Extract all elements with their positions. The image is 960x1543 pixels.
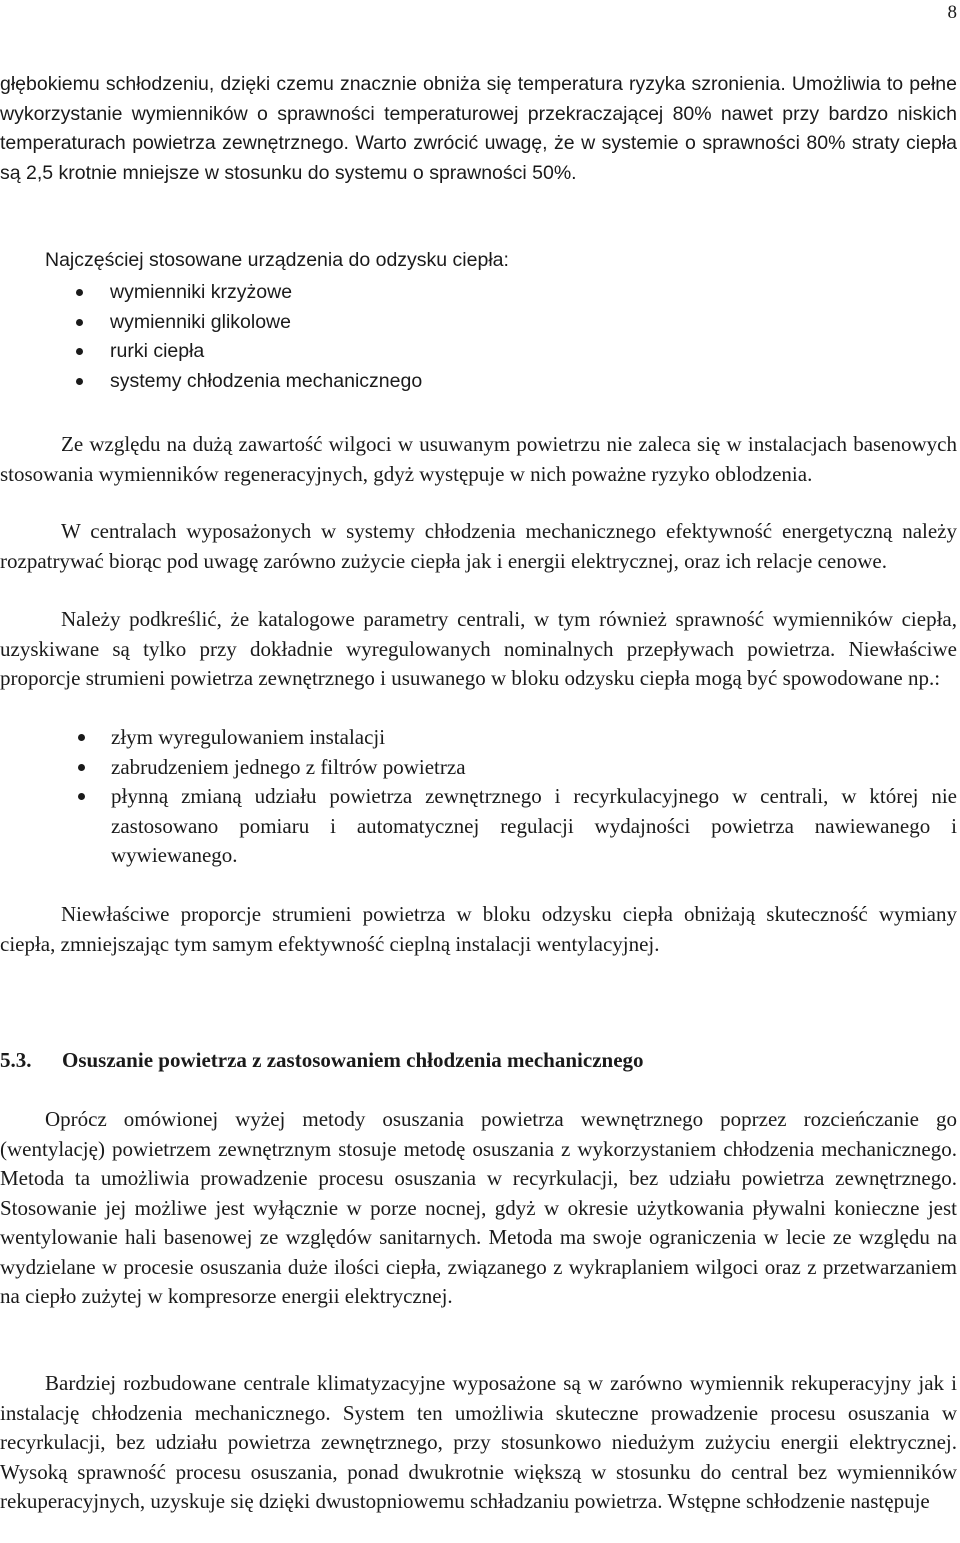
section-heading — [0, 1046, 644, 1076]
paragraph-moisture: Ze względu na dużą zawartość wilgoci w usuwanym powietrzu nie zaleca się w instalacjach basenowych stosowania wymienników regeneracyjnych, gdyż występuje w nich poważne ryzyko oblodzenia. — [0, 432, 957, 486]
paragraph-drying-2: Bardziej rozbudowane centrale klimatyzacyjne wyposażone są w zarówno wymiennik rekuperacyjny jak i instalację chłodzenia mechanicznego. System ten umożliwia skuteczne prowadzenie procesu osuszania w recyrkulacji, bez udziału powietrza zewnętrznego, przy stosunkowo niedużym zużyciu energii elektrycznej. Wysoką sprawność procesu osuszania, ponad dwukrotnie większą w stosunku do central bez wymienników rekuperacyjnych, uzyskuje się dzięki dwustopniowemu schładzaniu powietrza. Wstępne schłodzenie następuje — [0, 1371, 957, 1513]
paragraph-effect: Niewłaściwe proporcje strumieni powietrza w bloku odzysku ciepła obniżają skuteczność wymiany ciepła, zmniejszając tym samym efektywność cieplną instalacji wentylacyjnej. — [0, 902, 957, 956]
causes-list — [0, 723, 957, 871]
list-item: rurki ciepła — [0, 337, 957, 367]
bullet-icon — [76, 378, 83, 385]
page-number: 8 — [947, 2, 957, 23]
devices-list — [0, 278, 957, 396]
section-title: Osuszanie powietrza z zastosowaniem chłodzenia mechanicznego — [62, 1048, 644, 1072]
paragraph-central-units: W centralach wyposażonych w systemy chłodzenia mechanicznego efektywność energetyczną należy rozpatrywać biorąc pod uwagę zarówno zużycie ciepła jak i energii elektrycznej, oraz ich relacje cenowe. — [0, 519, 957, 573]
bullet-icon — [78, 793, 85, 800]
list-item: wymienniki glikolowe — [0, 308, 957, 338]
paragraph-catalog: Należy podkreślić, że katalogowe parametry centrali, w tym również sprawność wymienników ciepła, uzyskiwane są tylko przy dokładnie wyregulowanych nominalnych przepływach powietrza. Niewłaściwe proporcje strumieni powietrza zewnętrznego i usuwanego w bloku odzysku ciepła mogą być spowodowane np.: — [0, 607, 957, 690]
bullet-icon — [78, 764, 85, 771]
bullet-icon — [76, 348, 83, 355]
bullet-icon — [78, 734, 85, 741]
list-item: zabrudzeniem jednego z filtrów powietrza — [0, 753, 957, 783]
list-item: złym wyregulowaniem instalacji — [0, 723, 957, 753]
section-number: 5.3. — [0, 1048, 32, 1072]
list-item: systemy chłodzenia mechanicznego — [0, 367, 957, 397]
list-item: płynną zmianą udziału powietrza zewnętrznego i recyrkulacyjnego w centrali, w której nie zastosowano pomiaru i automatycznej regulacji wydajności powietrza nawiewanego i wywiewanego. — [0, 782, 957, 871]
bullet-icon — [76, 319, 83, 326]
bullet-icon — [76, 289, 83, 296]
list-item: wymienniki krzyżowe — [0, 278, 957, 308]
intro-paragraph: głębokiemu schłodzeniu, dzięki czemu znacznie obniża się temperatura ryzyka szronienia. Umożliwia to pełne wykorzystanie wymienników o sprawności temperaturowej przekraczającej 80% nawet przy bardzo niskich temperaturach powietrza zewnętrznego. Warto zwrócić uwagę, że w systemie o sprawności 80% straty ciepła są 2,5 krotnie mniejsze w stosunku do systemu o sprawności 50%. — [0, 73, 957, 184]
devices-intro: Najczęściej stosowane urządzenia do odzysku ciepła: — [45, 249, 509, 271]
paragraph-drying-1: Oprócz omówionej wyżej metody osuszania powietrza wewnętrznego poprzez rozcieńczanie go (wentylację) powietrzem zewnętrznym stosuje metodę osuszania z wykorzystaniem chłodzenia mechanicznego. Metoda ta umożliwia prowadzenie procesu osuszania w recyrkulacji, bez udziału powietrza zewnętrznego. Stosowanie jej możliwe jest wyłącznie w porze nocnej, gdyż w okresie użytkowania pływalni konieczne jest wentylowanie hali basenowej ze względów sanitarnych. Metoda ma swoje ograniczenia w lecie ze względu na wydzielane w procesie osuszania duże ilości ciepła, związanego z wykraplaniem wilgoci oraz z przetwarzaniem na ciepło zużytej w kompresorze energii elektrycznej. — [0, 1107, 957, 1308]
